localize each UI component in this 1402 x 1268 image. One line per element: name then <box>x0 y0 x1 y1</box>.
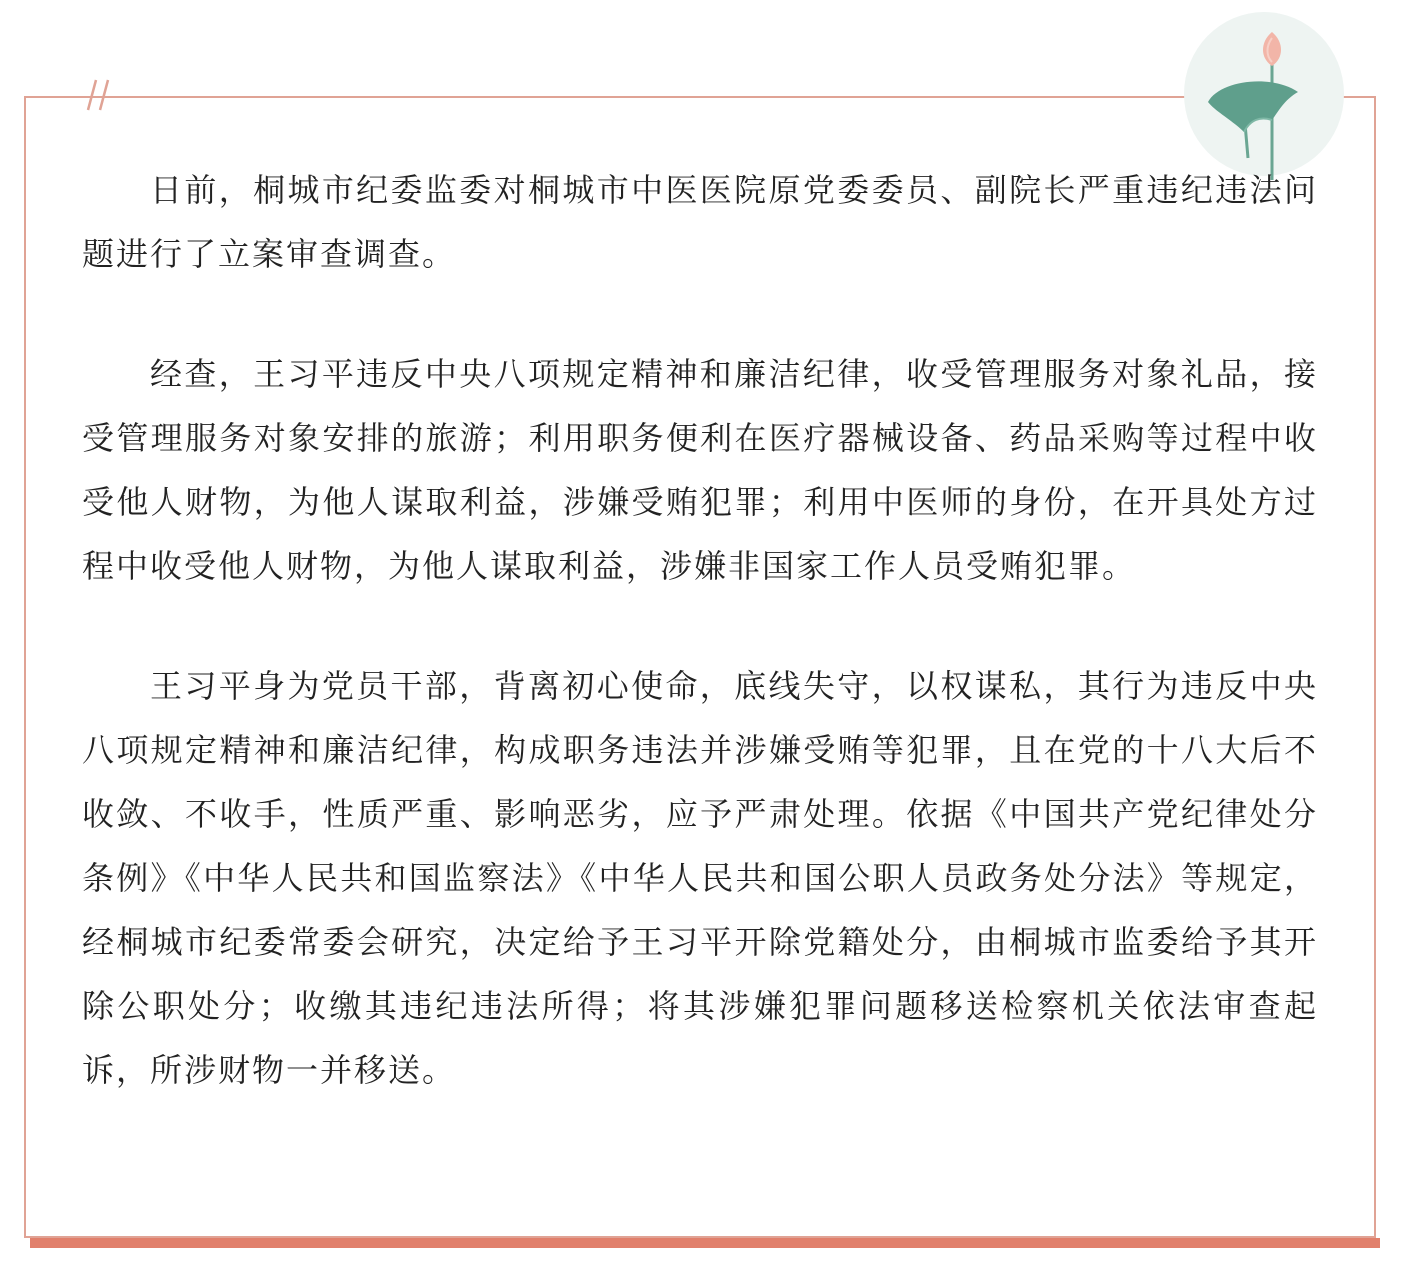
paragraph-decision: 王习平身为党员干部，背离初心使命，底线失守，以权谋私，其行为违反中央八项规定精神和廉洁纪律，构成职务违法并涉嫌受贿等犯罪，且在党的十八大后不收敛、不收手，性质严重、影响恶劣，应予严肃处理。依据《中国共产党纪律处分条例》《中华人民共和国监察法》《中华人民共和国公职人员政务处分法》等规定，经桐城市纪委常委会研究，决定给予王习平开除党籍处分，由桐城市监委给予其开除公职处分；收缴其违纪违法所得；将其涉嫌犯罪问题移送检察机关依法审查起诉，所涉财物一并移送。 <box>82 667 1318 1089</box>
paragraph-findings: 经查，王习平违反中央八项规定精神和廉洁纪律，收受管理服务对象礼品，接受管理服务对象安排的旅游；利用职务便利在医疗器械设备、药品采购等过程中收受他人财物，为他人谋取利益，涉嫌受贿犯罪；利用中医师的身份，在开具处方过程中收受他人财物，为他人谋取利益，涉嫌非国家工作人员受贿犯罪。 <box>82 355 1318 585</box>
article-body <box>82 158 1318 1158</box>
double-slash-icon <box>86 78 114 112</box>
paragraph-intro: 日前，桐城市纪委监委对桐城市中医医院原党委委员、副院长严重违纪违法问题进行了立案审查调查。 <box>82 171 1318 273</box>
frame-bottom-bar <box>30 1238 1380 1248</box>
